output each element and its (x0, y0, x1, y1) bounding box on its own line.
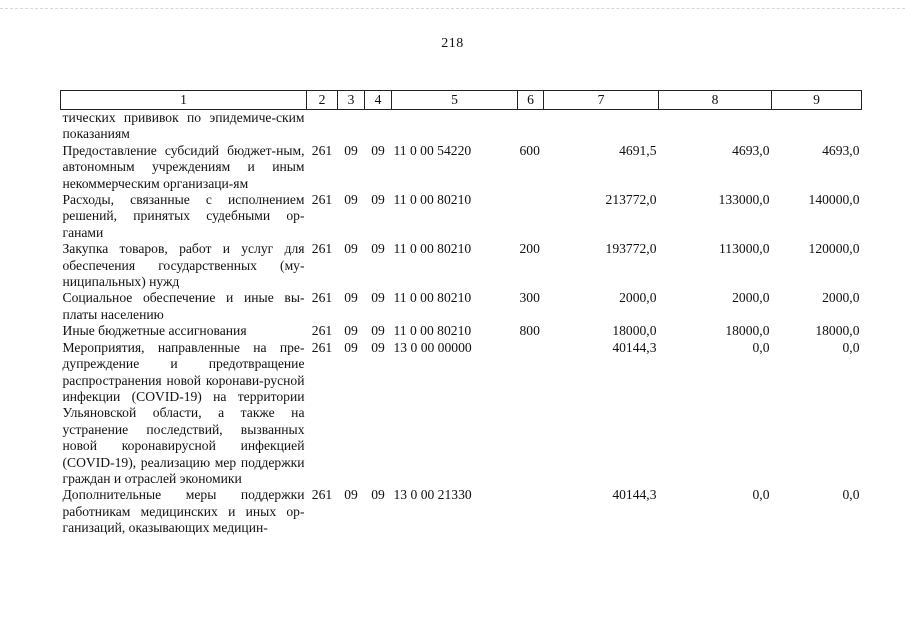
row-target-article-cell: 11 0 00 80210 (393, 241, 472, 257)
row-subsection-cell: 09 (371, 192, 385, 208)
row-value-7-cell: 213772,0 (605, 192, 657, 208)
row-subsection-cell (365, 110, 392, 143)
row-section-cell: 09 (344, 339, 358, 355)
budget-table (60, 90, 862, 537)
row-value-8-cell (659, 110, 772, 143)
row-value-7-cell: 4691,5 (619, 142, 657, 158)
row-code-cell: 261 (311, 241, 333, 257)
row-section-cell: 09 (344, 241, 358, 257)
row-target-article-cell: 11 0 00 80210 (393, 290, 472, 306)
row-expense-type-cell: 300 (519, 290, 540, 306)
row-name-cell: Закупка товаров, работ и услуг для обеспечения государственных (му-ниципальных) нужд (62, 241, 305, 290)
row-code-cell: 261 (311, 339, 333, 355)
row-name-cell: Мероприятия, направленные на пре-дупреждение и предотвращение распространения новой коронави-русной инфекции (COVID-19) на территории Ульяновской области, а также на устранение последствий, вызванных новой коронавирусной инфекцией (COVID-19), реализацию мер поддержки граждан и отраслей экономики (62, 339, 305, 486)
row-code-cell: 261 (311, 290, 333, 306)
row-target-article-cell (392, 110, 518, 143)
row-value-7-cell: 40144,3 (612, 487, 657, 503)
row-subsection-cell: 09 (371, 290, 385, 306)
page-number: 218 (441, 36, 464, 51)
table-header-row (61, 91, 862, 110)
row-target-article-cell: 13 0 00 21330 (393, 487, 472, 503)
row-expense-type-cell (518, 110, 544, 143)
row-section-cell: 09 (344, 192, 358, 208)
row-subsection-cell: 09 (371, 241, 385, 257)
row-expense-type-cell (518, 192, 544, 241)
table-row (61, 487, 862, 536)
row-name-cell: тических прививок по эпидемиче-ским показаниям (62, 110, 305, 142)
table-body (61, 110, 862, 537)
row-section-cell: 09 (344, 142, 358, 158)
row-value-7-cell: 40144,3 (612, 339, 657, 355)
row-code-cell: 261 (311, 192, 333, 208)
row-expense-type-cell: 600 (519, 142, 540, 158)
header-col-3: 3 (338, 91, 365, 110)
row-code-cell: 261 (311, 487, 333, 503)
row-value-9-cell (772, 110, 862, 143)
row-name-cell: Социальное обеспечение и иные вы-платы населению (62, 290, 305, 322)
row-code-cell: 261 (311, 323, 333, 339)
row-value-8-cell: 113000,0 (719, 241, 770, 257)
row-expense-type-cell (518, 487, 544, 536)
row-expense-type-cell: 800 (519, 323, 540, 339)
row-value-8-cell: 2000,0 (732, 290, 770, 306)
row-value-9-cell: 2000,0 (822, 290, 860, 306)
header-col-6: 6 (518, 91, 544, 110)
row-value-9-cell: 18000,0 (815, 323, 860, 339)
row-code-cell (307, 110, 338, 143)
row-name-cell: Предоставление субсидий бюджет-ным, автономным учреждениям и иным некоммерческим организаци-ям (62, 142, 305, 191)
table-row (61, 192, 862, 241)
header-col-5: 5 (392, 91, 518, 110)
row-code-cell: 261 (311, 142, 333, 158)
table-row (61, 340, 862, 488)
row-name-cell: Иные бюджетные ассигнования (62, 323, 247, 339)
table-row (61, 110, 862, 143)
row-section-cell (338, 110, 365, 143)
row-section-cell: 09 (344, 323, 358, 339)
row-target-article-cell: 11 0 00 54220 (393, 142, 472, 158)
row-name-cell: Дополнительные меры поддержки работникам медицинских и иных ор-ганизаций, оказывающих медицин- (62, 487, 305, 536)
row-value-8-cell: 4693,0 (732, 142, 770, 158)
row-subsection-cell: 09 (371, 487, 385, 503)
row-value-9-cell: 4693,0 (822, 142, 860, 158)
table-row (61, 241, 862, 290)
table-row (61, 143, 862, 192)
row-value-8-cell: 18000,0 (725, 323, 770, 339)
row-value-8-cell: 133000,0 (718, 192, 770, 208)
row-section-cell: 09 (344, 290, 358, 306)
table-row (61, 290, 862, 323)
row-section-cell: 09 (344, 487, 358, 503)
row-value-7-cell: 18000,0 (612, 323, 657, 339)
row-value-8-cell: 0,0 (752, 487, 770, 503)
row-expense-type-cell (518, 340, 544, 488)
row-value-7-cell: 2000,0 (619, 290, 657, 306)
header-col-9: 9 (772, 91, 862, 110)
header-col-1: 1 (61, 91, 307, 110)
row-subsection-cell: 09 (371, 339, 385, 355)
row-target-article-cell: 11 0 00 80210 (393, 323, 472, 339)
row-value-9-cell: 140000,0 (808, 192, 860, 208)
row-subsection-cell: 09 (371, 323, 385, 339)
header-col-7: 7 (544, 91, 659, 110)
row-value-9-cell: 0,0 (842, 339, 860, 355)
row-target-article-cell: 11 0 00 80210 (393, 192, 472, 208)
row-value-7-cell (544, 110, 659, 143)
header-col-4: 4 (365, 91, 392, 110)
row-value-9-cell: 0,0 (842, 487, 860, 503)
header-col-8: 8 (659, 91, 772, 110)
row-value-8-cell: 0,0 (752, 339, 770, 355)
row-value-7-cell: 193772,0 (605, 241, 657, 257)
header-col-2: 2 (307, 91, 338, 110)
row-name-cell: Расходы, связанные с исполнением решений, принятых судебными ор-ганами (62, 192, 305, 240)
row-expense-type-cell: 200 (519, 241, 540, 257)
row-subsection-cell: 09 (371, 142, 385, 158)
row-target-article-cell: 13 0 00 00000 (393, 339, 472, 355)
row-value-9-cell: 120000,0 (808, 241, 860, 257)
scan-top-edge (0, 8, 905, 9)
table-row (61, 323, 862, 339)
